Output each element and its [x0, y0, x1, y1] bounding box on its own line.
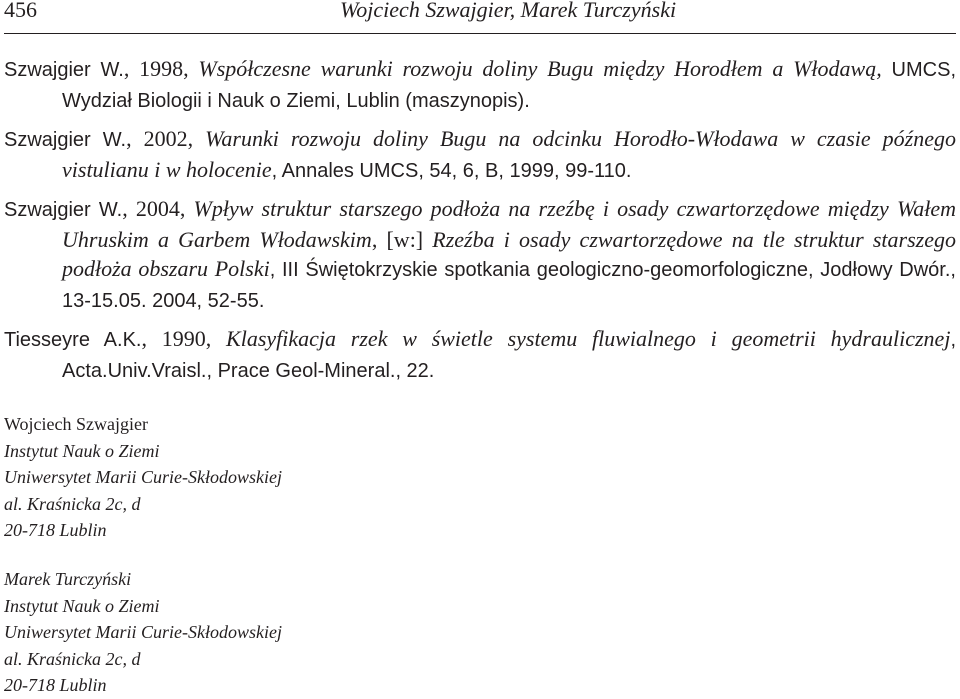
ref-title: Klasyfikacja rzek w świetle systemu fluwialnego i geometrii hydraulicznej [226, 326, 951, 351]
ref-authors: Szwajgier W. [4, 59, 124, 81]
address-line: al. Kraśnicka 2c, d [4, 493, 141, 514]
author-name: Marek Turczyński [4, 569, 132, 589]
address-line: Instytut Nauk o Ziemi [4, 440, 160, 461]
ref-source: , III Świętokrzyskie spotkania geologiczno-geomorfologiczne, Jodłowy Dwór., 13-15.05. 2004, 52-55. [62, 259, 956, 312]
header-rule [4, 33, 956, 34]
ref-source: , Annales UMCS, 54, 6, B, 1999, 99-110. [271, 160, 632, 182]
address-line: Uniwersytet Marii Curie-Skłodowskiej [4, 467, 282, 487]
author-address [4, 411, 564, 544]
ref-authors: Szwajgier W. [4, 199, 123, 221]
author-address [4, 566, 564, 699]
address-line: 20-718 Lublin [4, 520, 107, 540]
address-line: Uniwersytet Marii Curie-Skłodowskiej [4, 622, 282, 642]
ref-source: , Acta.Univ.Vraisl., Prace Geol-Mineral., 22. [62, 329, 956, 382]
ref-title: Wpływ struktur starszego podłoża na rzeźbę i osady czwartorzędowe między Wałem Uhruskim a Garbem Włodawskim [62, 196, 957, 252]
address-line: Instytut Nauk o Ziemi [4, 595, 160, 616]
address-line: 20-718 Lublin [4, 675, 107, 695]
ref-year: , 2002, [126, 126, 206, 151]
ref-year: , 1990, [141, 326, 227, 351]
ref-title: Warunki rozwoju doliny Bugu na odcinku Horodło-Włodawa w czasie późnego vistulianu i w holocenie [62, 126, 956, 182]
reference-entry [4, 324, 956, 386]
reference-list [4, 54, 956, 394]
author-name: Wojciech Szwajgier [4, 414, 148, 434]
ref-source: UMCS, Wydział Biologii i Nauk o Ziemi, Lublin (maszynopis). [62, 59, 957, 112]
reference-entry [4, 124, 956, 186]
address-line: al. Kraśnicka 2c, d [4, 648, 141, 669]
ref-title: Współczesne warunki rozwoju doliny Bugu między Horodłem a Włodawą, [198, 56, 882, 81]
ref-authors: Tiesseyre A.K. [4, 329, 142, 351]
running-head: Wojciech Szwajgier, Marek Turczyński [340, 0, 677, 22]
ref-authors: Szwajgier W. [4, 129, 127, 151]
page-number: 456 [4, 0, 37, 22]
ref-year: , 2004, [122, 196, 194, 221]
ref-year: , 1998, [123, 56, 199, 81]
ref-book-title: Rzeźba i osady czwartorzędowe na tle struktur starszego podłoża obszaru Polski [62, 227, 956, 281]
reference-entry [4, 194, 956, 316]
ref-in: , [w:] [371, 227, 433, 252]
reference-entry [4, 54, 956, 116]
page-header [4, 0, 956, 30]
